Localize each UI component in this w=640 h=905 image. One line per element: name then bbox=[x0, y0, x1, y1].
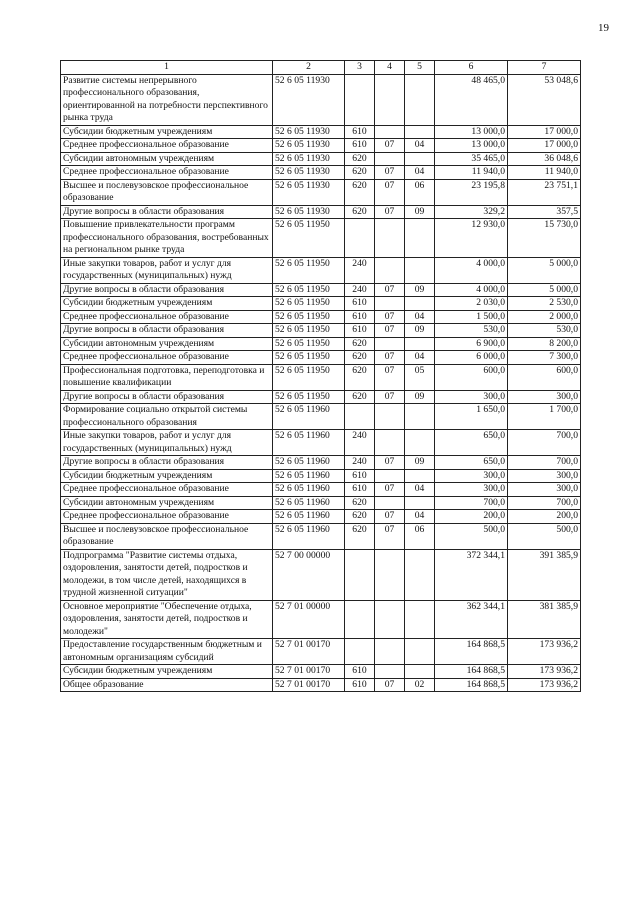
header-cell: 1 bbox=[61, 61, 273, 75]
table-row bbox=[61, 351, 581, 365]
row-code: 52 6 05 11960 bbox=[273, 430, 345, 456]
row-amount-year1: 1 500,0 bbox=[435, 310, 508, 324]
row-name: Повышение привлекательности программ профессионального образования, востребованных на региональном рынке труда bbox=[61, 219, 273, 258]
row-amount-year1: 650,0 bbox=[435, 430, 508, 456]
row-code: 52 6 05 11950 bbox=[273, 310, 345, 324]
row-section bbox=[375, 404, 405, 430]
row-name: Среднее профессиональное образование bbox=[61, 139, 273, 153]
row-subsection: 06 bbox=[405, 523, 435, 549]
table-row bbox=[61, 469, 581, 483]
row-code: 52 6 05 11950 bbox=[273, 297, 345, 311]
row-code: 52 6 05 11960 bbox=[273, 496, 345, 510]
table-row bbox=[61, 297, 581, 311]
row-amount-year2: 2 000,0 bbox=[508, 310, 581, 324]
table-row bbox=[61, 430, 581, 456]
row-code: 52 7 01 00000 bbox=[273, 600, 345, 639]
header-cell: 4 bbox=[375, 61, 405, 75]
table-row bbox=[61, 600, 581, 639]
row-amount-year1: 164 868,5 bbox=[435, 639, 508, 665]
row-code: 52 6 05 11950 bbox=[273, 257, 345, 283]
row-code: 52 6 05 11950 bbox=[273, 337, 345, 351]
row-subsection: 09 bbox=[405, 390, 435, 404]
row-subsection bbox=[405, 665, 435, 679]
row-name: Другие вопросы в области образования bbox=[61, 390, 273, 404]
row-amount-year1: 372 344,1 bbox=[435, 549, 508, 600]
row-expense-type: 610 bbox=[345, 469, 375, 483]
row-subsection bbox=[405, 600, 435, 639]
row-name: Подпрограмма "Развитие системы отдыха, оздоровления, занятости детей, подростков и молодежи, в том числе детей, находящихся в трудной жизненной ситуации" bbox=[61, 549, 273, 600]
row-name: Субсидии автономным учреждениям bbox=[61, 337, 273, 351]
row-code: 52 6 05 11960 bbox=[273, 523, 345, 549]
page-number: 19 bbox=[598, 22, 609, 34]
row-name: Субсидии автономным учреждениям bbox=[61, 496, 273, 510]
header-cell: 6 bbox=[435, 61, 508, 75]
row-expense-type: 620 bbox=[345, 496, 375, 510]
row-subsection bbox=[405, 469, 435, 483]
row-amount-year1: 500,0 bbox=[435, 523, 508, 549]
row-section: 07 bbox=[375, 510, 405, 524]
row-subsection bbox=[405, 496, 435, 510]
row-subsection: 09 bbox=[405, 456, 435, 470]
table-row bbox=[61, 125, 581, 139]
row-amount-year2: 5 000,0 bbox=[508, 283, 581, 297]
row-section bbox=[375, 219, 405, 258]
row-amount-year1: 700,0 bbox=[435, 496, 508, 510]
row-subsection: 06 bbox=[405, 179, 435, 205]
row-expense-type: 610 bbox=[345, 139, 375, 153]
table-row bbox=[61, 404, 581, 430]
table-row bbox=[61, 639, 581, 665]
row-expense-type: 240 bbox=[345, 283, 375, 297]
budget-table bbox=[60, 60, 581, 692]
row-amount-year1: 6 900,0 bbox=[435, 337, 508, 351]
row-amount-year2: 173 936,2 bbox=[508, 665, 581, 679]
row-name: Другие вопросы в области образования bbox=[61, 205, 273, 219]
header-cell: 2 bbox=[273, 61, 345, 75]
row-section: 07 bbox=[375, 390, 405, 404]
row-expense-type: 620 bbox=[345, 510, 375, 524]
row-name: Профессиональная подготовка, переподготовка и повышение квалификации bbox=[61, 364, 273, 390]
row-expense-type: 610 bbox=[345, 678, 375, 692]
row-amount-year2: 15 730,0 bbox=[508, 219, 581, 258]
table-row bbox=[61, 166, 581, 180]
row-subsection bbox=[405, 125, 435, 139]
row-code: 52 6 05 11960 bbox=[273, 456, 345, 470]
row-expense-type bbox=[345, 600, 375, 639]
row-code: 52 6 05 11950 bbox=[273, 390, 345, 404]
row-amount-year1: 650,0 bbox=[435, 456, 508, 470]
row-expense-type bbox=[345, 219, 375, 258]
table-row bbox=[61, 205, 581, 219]
row-amount-year2: 53 048,6 bbox=[508, 74, 581, 125]
table-row bbox=[61, 496, 581, 510]
row-code: 52 7 01 00170 bbox=[273, 678, 345, 692]
row-name: Другие вопросы в области образования bbox=[61, 324, 273, 338]
header-cell: 3 bbox=[345, 61, 375, 75]
row-section: 07 bbox=[375, 523, 405, 549]
row-name: Среднее профессиональное образование bbox=[61, 351, 273, 365]
row-subsection: 02 bbox=[405, 678, 435, 692]
row-section bbox=[375, 337, 405, 351]
row-code: 52 7 01 00170 bbox=[273, 639, 345, 665]
row-subsection: 05 bbox=[405, 364, 435, 390]
row-amount-year2: 500,0 bbox=[508, 523, 581, 549]
row-amount-year1: 600,0 bbox=[435, 364, 508, 390]
row-subsection: 04 bbox=[405, 310, 435, 324]
row-expense-type: 620 bbox=[345, 179, 375, 205]
row-amount-year1: 300,0 bbox=[435, 483, 508, 497]
row-amount-year1: 300,0 bbox=[435, 469, 508, 483]
table-row bbox=[61, 456, 581, 470]
row-section: 07 bbox=[375, 205, 405, 219]
row-name: Другие вопросы в области образования bbox=[61, 283, 273, 297]
row-subsection: 09 bbox=[405, 324, 435, 338]
row-name: Субсидии бюджетным учреждениям bbox=[61, 125, 273, 139]
row-name: Среднее профессиональное образование bbox=[61, 310, 273, 324]
row-section: 07 bbox=[375, 283, 405, 297]
row-amount-year2: 17 000,0 bbox=[508, 125, 581, 139]
row-amount-year2: 173 936,2 bbox=[508, 678, 581, 692]
row-expense-type: 620 bbox=[345, 351, 375, 365]
row-expense-type: 620 bbox=[345, 337, 375, 351]
row-amount-year1: 200,0 bbox=[435, 510, 508, 524]
table-row bbox=[61, 337, 581, 351]
row-section: 07 bbox=[375, 364, 405, 390]
row-name: Предоставление государственным бюджетным и автономным организациям субсидий bbox=[61, 639, 273, 665]
row-amount-year1: 11 940,0 bbox=[435, 166, 508, 180]
row-name: Формирование социально открытой системы профессионального образования bbox=[61, 404, 273, 430]
row-amount-year2: 1 700,0 bbox=[508, 404, 581, 430]
row-amount-year1: 164 868,5 bbox=[435, 678, 508, 692]
row-section: 07 bbox=[375, 166, 405, 180]
row-amount-year2: 2 530,0 bbox=[508, 297, 581, 311]
row-expense-type: 610 bbox=[345, 297, 375, 311]
row-amount-year1: 300,0 bbox=[435, 390, 508, 404]
row-section bbox=[375, 430, 405, 456]
row-section: 07 bbox=[375, 483, 405, 497]
row-subsection bbox=[405, 74, 435, 125]
row-subsection: 04 bbox=[405, 483, 435, 497]
row-code: 52 7 01 00170 bbox=[273, 665, 345, 679]
row-section bbox=[375, 639, 405, 665]
row-expense-type: 240 bbox=[345, 456, 375, 470]
row-code: 52 6 05 11960 bbox=[273, 483, 345, 497]
row-expense-type bbox=[345, 639, 375, 665]
row-section bbox=[375, 297, 405, 311]
row-code: 52 6 05 11930 bbox=[273, 205, 345, 219]
row-code: 52 6 05 11950 bbox=[273, 219, 345, 258]
row-section bbox=[375, 469, 405, 483]
row-subsection: 04 bbox=[405, 166, 435, 180]
table-row bbox=[61, 678, 581, 692]
row-amount-year2: 36 048,6 bbox=[508, 152, 581, 166]
row-name: Субсидии бюджетным учреждениям bbox=[61, 469, 273, 483]
table-row bbox=[61, 283, 581, 297]
row-amount-year1: 48 465,0 bbox=[435, 74, 508, 125]
table-row bbox=[61, 364, 581, 390]
row-code: 52 6 05 11930 bbox=[273, 74, 345, 125]
row-amount-year2: 700,0 bbox=[508, 430, 581, 456]
row-amount-year2: 700,0 bbox=[508, 456, 581, 470]
row-amount-year1: 4 000,0 bbox=[435, 257, 508, 283]
row-amount-year1: 362 344,1 bbox=[435, 600, 508, 639]
table-row bbox=[61, 324, 581, 338]
row-subsection bbox=[405, 297, 435, 311]
row-name: Среднее профессиональное образование bbox=[61, 510, 273, 524]
row-expense-type: 620 bbox=[345, 364, 375, 390]
row-amount-year2: 11 940,0 bbox=[508, 166, 581, 180]
row-name: Среднее профессиональное образование bbox=[61, 166, 273, 180]
row-amount-year2: 17 000,0 bbox=[508, 139, 581, 153]
row-amount-year2: 357,5 bbox=[508, 205, 581, 219]
header-cell: 5 bbox=[405, 61, 435, 75]
row-amount-year1: 4 000,0 bbox=[435, 283, 508, 297]
row-name: Развитие системы непрерывного профессионального образования, ориентированной на потребности перспективного рынка труда bbox=[61, 74, 273, 125]
row-subsection: 04 bbox=[405, 351, 435, 365]
row-section bbox=[375, 152, 405, 166]
table-row bbox=[61, 510, 581, 524]
row-code: 52 6 05 11960 bbox=[273, 404, 345, 430]
row-subsection bbox=[405, 337, 435, 351]
row-amount-year2: 381 385,9 bbox=[508, 600, 581, 639]
row-amount-year1: 530,0 bbox=[435, 324, 508, 338]
table-row bbox=[61, 219, 581, 258]
row-code: 52 6 05 11960 bbox=[273, 510, 345, 524]
row-expense-type: 620 bbox=[345, 390, 375, 404]
row-section: 07 bbox=[375, 310, 405, 324]
header-cell: 7 bbox=[508, 61, 581, 75]
row-code: 52 7 00 00000 bbox=[273, 549, 345, 600]
row-code: 52 6 05 11950 bbox=[273, 351, 345, 365]
row-code: 52 6 05 11930 bbox=[273, 179, 345, 205]
row-name: Иные закупки товаров, работ и услуг для государственных (муниципальных) нужд bbox=[61, 257, 273, 283]
row-amount-year2: 300,0 bbox=[508, 390, 581, 404]
row-name: Высшее и послевузовское профессиональное образование bbox=[61, 179, 273, 205]
row-expense-type: 610 bbox=[345, 483, 375, 497]
row-amount-year1: 23 195,8 bbox=[435, 179, 508, 205]
row-amount-year2: 173 936,2 bbox=[508, 639, 581, 665]
row-section bbox=[375, 257, 405, 283]
row-section bbox=[375, 665, 405, 679]
table-row bbox=[61, 665, 581, 679]
row-subsection bbox=[405, 404, 435, 430]
row-amount-year2: 200,0 bbox=[508, 510, 581, 524]
row-expense-type: 620 bbox=[345, 166, 375, 180]
row-subsection: 09 bbox=[405, 205, 435, 219]
row-amount-year1: 12 930,0 bbox=[435, 219, 508, 258]
row-expense-type: 620 bbox=[345, 152, 375, 166]
row-subsection bbox=[405, 219, 435, 258]
table-row bbox=[61, 257, 581, 283]
table-body bbox=[61, 74, 581, 692]
header-row bbox=[61, 61, 581, 75]
row-name: Высшее и послевузовское профессиональное образование bbox=[61, 523, 273, 549]
row-amount-year2: 7 300,0 bbox=[508, 351, 581, 365]
row-code: 52 6 05 11930 bbox=[273, 152, 345, 166]
row-name: Среднее профессиональное образование bbox=[61, 483, 273, 497]
row-expense-type bbox=[345, 549, 375, 600]
row-subsection: 04 bbox=[405, 139, 435, 153]
row-subsection bbox=[405, 549, 435, 600]
row-subsection bbox=[405, 430, 435, 456]
row-code: 52 6 05 11950 bbox=[273, 283, 345, 297]
row-amount-year2: 600,0 bbox=[508, 364, 581, 390]
row-amount-year2: 300,0 bbox=[508, 483, 581, 497]
row-expense-type: 610 bbox=[345, 310, 375, 324]
row-expense-type: 620 bbox=[345, 205, 375, 219]
row-section bbox=[375, 600, 405, 639]
row-amount-year2: 8 200,0 bbox=[508, 337, 581, 351]
table-row bbox=[61, 390, 581, 404]
row-section bbox=[375, 74, 405, 125]
row-expense-type: 240 bbox=[345, 257, 375, 283]
row-subsection bbox=[405, 152, 435, 166]
row-name: Субсидии бюджетным учреждениям bbox=[61, 297, 273, 311]
row-expense-type: 610 bbox=[345, 324, 375, 338]
row-amount-year2: 23 751,1 bbox=[508, 179, 581, 205]
row-subsection bbox=[405, 257, 435, 283]
row-expense-type: 620 bbox=[345, 523, 375, 549]
row-section: 07 bbox=[375, 139, 405, 153]
table-row bbox=[61, 179, 581, 205]
row-amount-year2: 5 000,0 bbox=[508, 257, 581, 283]
row-name: Субсидии автономным учреждениям bbox=[61, 152, 273, 166]
row-section: 07 bbox=[375, 678, 405, 692]
table-row bbox=[61, 310, 581, 324]
row-section: 07 bbox=[375, 351, 405, 365]
row-section bbox=[375, 125, 405, 139]
row-expense-type: 610 bbox=[345, 125, 375, 139]
row-code: 52 6 05 11950 bbox=[273, 324, 345, 338]
row-amount-year1: 6 000,0 bbox=[435, 351, 508, 365]
row-amount-year1: 164 868,5 bbox=[435, 665, 508, 679]
row-amount-year1: 13 000,0 bbox=[435, 139, 508, 153]
row-code: 52 6 05 11930 bbox=[273, 125, 345, 139]
row-amount-year1: 13 000,0 bbox=[435, 125, 508, 139]
row-amount-year1: 35 465,0 bbox=[435, 152, 508, 166]
row-name: Субсидии бюджетным учреждениям bbox=[61, 665, 273, 679]
row-code: 52 6 05 11950 bbox=[273, 364, 345, 390]
row-code: 52 6 05 11930 bbox=[273, 139, 345, 153]
row-amount-year1: 329,2 bbox=[435, 205, 508, 219]
row-amount-year1: 1 650,0 bbox=[435, 404, 508, 430]
row-section bbox=[375, 496, 405, 510]
row-subsection: 09 bbox=[405, 283, 435, 297]
row-amount-year1: 2 030,0 bbox=[435, 297, 508, 311]
table-row bbox=[61, 483, 581, 497]
row-subsection bbox=[405, 639, 435, 665]
row-subsection: 04 bbox=[405, 510, 435, 524]
row-name: Другие вопросы в области образования bbox=[61, 456, 273, 470]
row-amount-year2: 391 385,9 bbox=[508, 549, 581, 600]
row-amount-year2: 700,0 bbox=[508, 496, 581, 510]
row-section: 07 bbox=[375, 179, 405, 205]
row-name: Основное мероприятие "Обеспечение отдыха, оздоровления, занятости детей, подростков и молодежи" bbox=[61, 600, 273, 639]
table-row bbox=[61, 139, 581, 153]
table-row bbox=[61, 74, 581, 125]
row-amount-year2: 530,0 bbox=[508, 324, 581, 338]
row-code: 52 6 05 11930 bbox=[273, 166, 345, 180]
row-section: 07 bbox=[375, 456, 405, 470]
row-code: 52 6 05 11960 bbox=[273, 469, 345, 483]
row-amount-year2: 300,0 bbox=[508, 469, 581, 483]
row-expense-type: 610 bbox=[345, 665, 375, 679]
row-section bbox=[375, 549, 405, 600]
row-section: 07 bbox=[375, 324, 405, 338]
row-expense-type bbox=[345, 404, 375, 430]
table-row bbox=[61, 549, 581, 600]
row-expense-type: 240 bbox=[345, 430, 375, 456]
row-name: Иные закупки товаров, работ и услуг для государственных (муниципальных) нужд bbox=[61, 430, 273, 456]
row-name: Общее образование bbox=[61, 678, 273, 692]
table-row bbox=[61, 523, 581, 549]
row-expense-type bbox=[345, 74, 375, 125]
table-row bbox=[61, 152, 581, 166]
